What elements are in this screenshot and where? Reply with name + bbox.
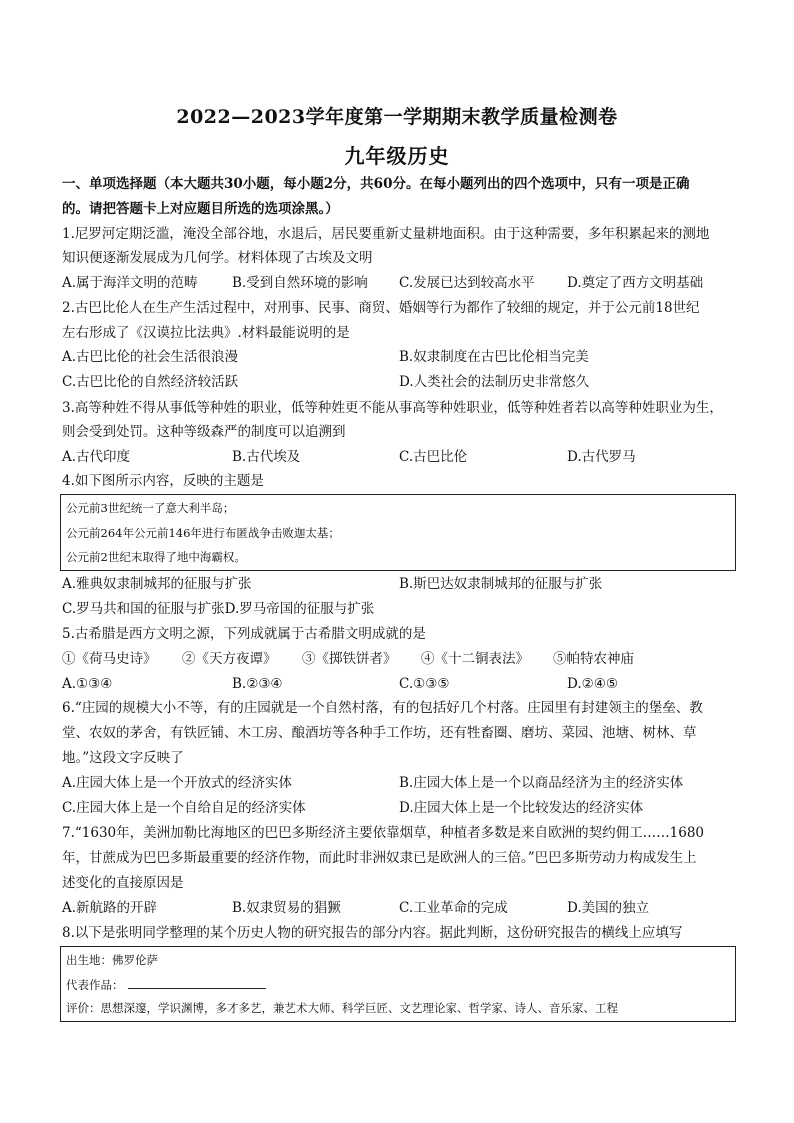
question-6-option-d: D.庄园大体上是一个比较发达的经济实体 (399, 800, 644, 816)
question-4-option-a: A.雅典奴隶制城邦的征服与扩张 (62, 576, 252, 592)
question-4-material-line1: 公元前3世纪统一了意大利半岛； (66, 501, 235, 515)
question-6-stem-line3: 地。”这段文字反映了 (62, 750, 184, 766)
question-3-option-d: D.古代罗马 (567, 449, 636, 465)
question-4-material-line3: 公元前2世纪末取得了地中海霸权。 (66, 550, 246, 564)
exam-title: 2022—2023学年度第一学期期末教学质量检测卷 (176, 106, 618, 128)
question-8-evaluation: 评价：思想深邃，学识渊博，多才多艺，兼艺术大师、科学巨匠、文艺理论家、哲学家、诗人、音乐家、工程 (66, 1001, 618, 1015)
question-6-option-a: A.庄园大体上是一个开放式的经济实体 (62, 775, 293, 791)
question-6-stem-line1: 6.“庄园的规模大小不等，有的庄园就是一个自然村落，有的包括好几个村落。庄园里有封建领主的堡垒、教 (62, 700, 703, 716)
section-instruction-line1: 一、单项选择题（本大题共30小题，每小题2分，共60分。在每小题列出的四个选项中，只有一项是正确 (62, 176, 690, 192)
question-1-option-d: D.奠定了西方文明基础 (567, 275, 704, 291)
question-4-option-c-text: C.罗马共和国的征服与扩张 (62, 601, 225, 617)
question-1-option-c: C.发展已达到较高水平 (399, 275, 535, 291)
question-1-option-b: B.受到自然环境的影响 (232, 275, 368, 291)
question-4-material-line2: 公元前264年公元前146年进行布匿战争击败迦太基； (66, 526, 340, 540)
question-2-option-c: C.古巴比伦的自然经济较活跃 (62, 374, 239, 390)
question-8-works-label: 代表作品： (66, 978, 124, 992)
question-8-birthplace: 出生地：佛罗伦萨 (66, 953, 158, 967)
question-6-option-c: C.庄园大体上是一个自给自足的经济实体 (62, 800, 306, 816)
question-5-option-a: A.①③④ (62, 676, 113, 692)
question-7-stem-line3: 述变化的直接原因是 (62, 875, 184, 891)
question-5-item-5: ⑤帕特农神庙 (553, 651, 634, 667)
question-2-stem-line1: 2.古巴比伦人在生产生活过程中，对刑事、民事、商贸、婚姻等行为都作了较细的规定，并于公元前18世纪 (62, 300, 700, 316)
question-2-stem-line2: 左右形成了《汉谟拉比法典》.材料最能说明的是 (62, 325, 350, 341)
question-8-works-row (66, 977, 266, 993)
question-4-material-box (60, 494, 736, 571)
question-5-item-3: ③《掷铁饼者》 (302, 651, 397, 667)
question-3-option-a: A.古代印度 (62, 449, 131, 465)
question-5-stem-line1: 5.古希腊是西方文明之源，下列成就属于古希腊文明成就的是 (62, 626, 426, 642)
question-7-option-a: A.新航路的开辟 (62, 900, 158, 916)
question-3-stem-line1: 3.高等种姓不得从事低等种姓的职业，低等种姓更不能从事高等种姓职业，低等种姓者若以高等种姓职业为生， (62, 400, 723, 416)
question-4-stem-line1: 4.如下图所示内容，反映的主题是 (62, 473, 264, 489)
question-2-option-b: B.奴隶制度在古巴比伦相当完美 (399, 349, 589, 365)
question-7-option-d: D.美国的独立 (567, 900, 650, 916)
question-3-option-c: C.古巴比伦 (399, 449, 468, 465)
question-5-item-2: ②《天方夜谭》 (182, 651, 277, 667)
question-4-option-b: B.斯巴达奴隶制城邦的征服与扩张 (399, 576, 603, 592)
question-6-stem-line2: 堂、农奴的茅舍，有铁匠铺、木工房、酿酒坊等各种手工作坊，还有牲畜圈、磨坊、菜园、池塘、树林、草 (62, 725, 697, 741)
question-5-item-1: ①《荷马史诗》 (62, 651, 157, 667)
question-5-option-b: B.②③④ (232, 676, 283, 692)
question-2-option-d: D.人类社会的法制历史非常悠久 (399, 374, 590, 390)
exam-subtitle: 九年级历史 (344, 144, 450, 168)
question-5-item-4: ④《十二铜表法》 (421, 651, 529, 667)
question-4-option-d-text: D.罗马帝国的征服与扩张 (224, 601, 375, 617)
question-8-fill-blank (128, 977, 266, 989)
question-1-option-a: A.属于海洋文明的范畴 (62, 275, 198, 291)
question-3-stem-line2: 则会受到处罚。这种等级森严的制度可以追溯到 (62, 424, 346, 440)
question-3-option-b: B.古代埃及 (232, 449, 301, 465)
question-7-option-c: C.工业革命的完成 (399, 900, 508, 916)
question-5-option-c: C.①③⑤ (399, 676, 450, 692)
section-instruction-line2: 的。请把答题卡上对应题目所选的选项涂黑。） (62, 201, 339, 217)
question-4-option-c (62, 600, 374, 618)
question-7-stem-line2: 年，甘蔗成为巴巴多斯最重要的经济作物，而此时非洲奴隶已是欧洲人的三倍。”巴巴多斯劳动力构成发生上 (62, 850, 697, 866)
question-8-stem-line1: 8.以下是张明同学整理的某个历史人物的研究报告的部分内容。据此判断，这份研究报告的横线上应填写 (62, 925, 683, 941)
question-7-stem-line1: 7.“1630年，美洲加勒比海地区的巴巴多斯经济主要依靠烟草，种植者多数是来自欧洲的契约佣工……1680 (62, 825, 704, 841)
question-2-option-a: A.古巴比伦的社会生活很浪漫 (62, 349, 239, 365)
question-7-option-b: B.奴隶贸易的猖獗 (232, 900, 341, 916)
question-1-stem-line2: 知识便逐渐发展成为几何学。材料体现了古埃及文明 (62, 250, 373, 266)
question-8-report-box (60, 946, 736, 1022)
question-6-option-b: B.庄园大体上是一个以商品经济为主的经济实体 (399, 775, 684, 791)
question-5-option-d: D.②④⑤ (567, 676, 618, 692)
question-1-stem-line1: 1.尼罗河定期泛滥，淹没全部谷地，水退后，居民要重新丈量耕地面积。由于这种需要，多年积累起来的测地 (62, 226, 710, 242)
